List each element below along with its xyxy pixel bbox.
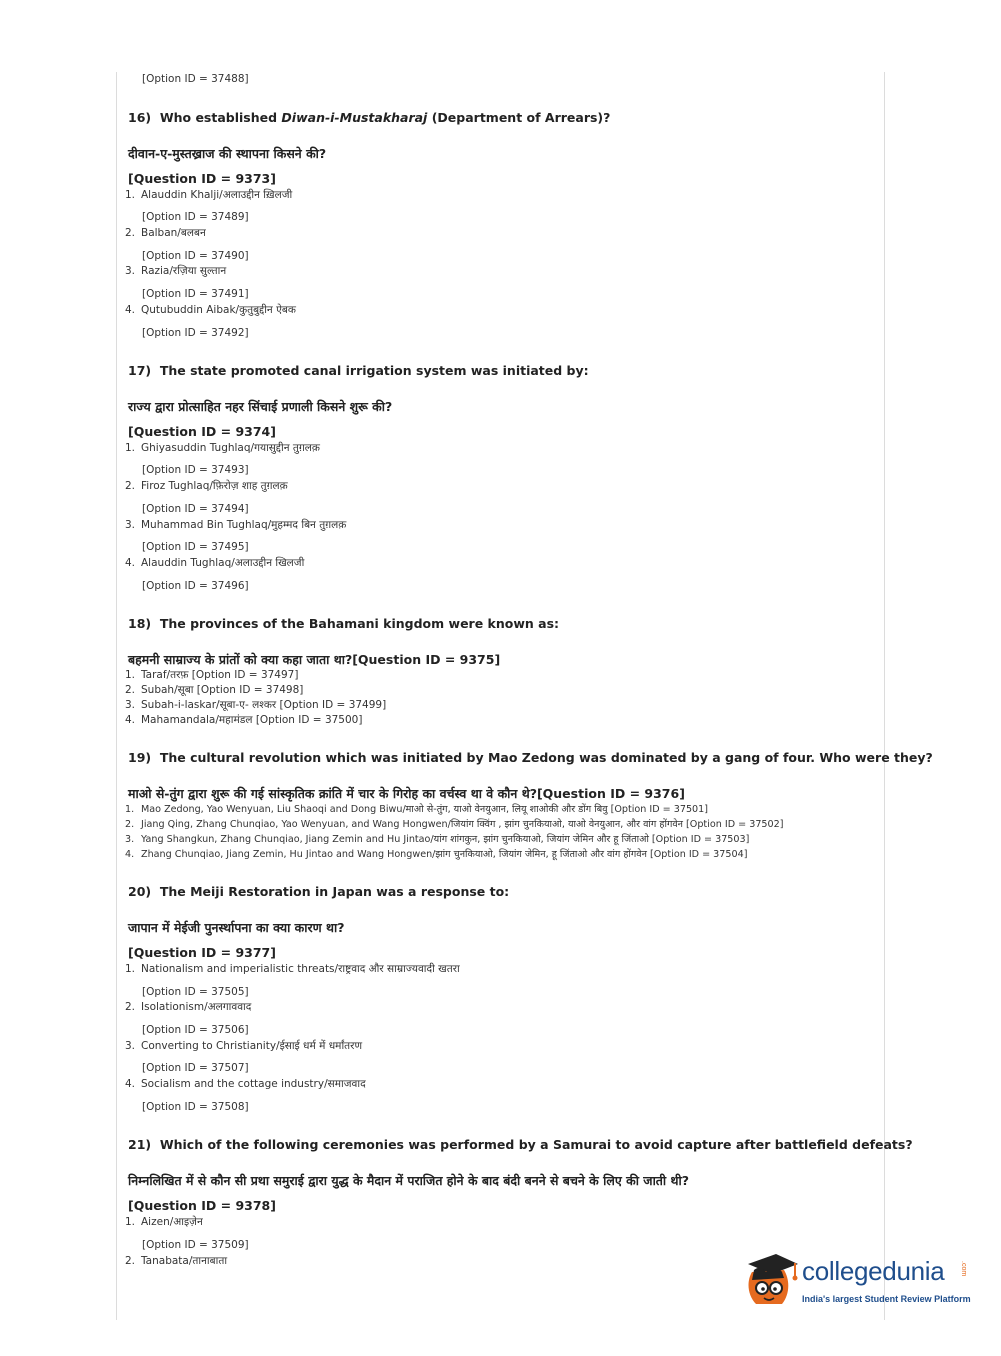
question-20-english: 20) The Meiji Restoration in Japan was a response to: [128,884,510,899]
option-id: [Option ID = 37506] [142,1024,249,1036]
question-17-hindi: राज्य द्वारा प्रोत्साहित नहर सिंचाई प्रणाली किसने शुरू की? [128,399,393,414]
question-20-option-3: 3. Converting to Christianity/ईसाई धर्म में धर्मांतरण [125,1040,363,1052]
option-id: [Option ID = 37507] [142,1062,249,1074]
question-19-english: 19) The cultural revolution which was initiated by Mao Zedong was dominated by a gang of four. Who were they? [128,750,933,765]
question-19-hindi: माओ से-तुंग द्वारा शुरू की गई सांस्कृतिक क्रांति में चार के गिरोह का वर्चस्व था वे कौन थे?[Question ID = 9376] [128,786,685,801]
question-19-option-4: 4. Zhang Chunqiao, Jiang Zemin, Hu Jintao and Wang Hongwen/झांग चुनकियाओ, जियांग जेमिन, हू जिंताओ और वांग होंगवेन [Option ID = 37504] [125,849,748,860]
option-id: [Option ID = 37492] [142,327,249,339]
question-17-id: [Question ID = 9374] [128,424,276,439]
option-id: [Option ID = 37496] [142,580,249,592]
option-id: [Option ID = 37495] [142,541,249,553]
question-18-option-4: 4. Mahamandala/महामंडल [Option ID = 37500] [125,714,363,726]
option-id: [Option ID = 37508] [142,1101,249,1113]
question-21-id: [Question ID = 9378] [128,1198,276,1213]
question-20-option-1: 1. Nationalism and imperialistic threats/राष्ट्रवाद और साम्राज्यवादी खतरा [125,963,460,975]
question-18-option-1: 1. Taraf/तरफ़ [Option ID = 37497] [125,669,299,681]
question-21-hindi: निम्नलिखित में से कौन सी प्रथा समुराई द्वारा युद्ध के मैदान में पराजित होने के बाद बंदी बनने से बचने के लिए की जाती थी? [128,1173,689,1188]
left-margin-rule [116,72,117,1320]
question-16-english: 16) Who established Diwan-i-Mustakharaj (Department of Arrears)? [128,110,611,125]
logo-tagline: India's largest Student Review Platform [802,1294,971,1304]
question-18-hindi: बहमनी साम्राज्य के प्रांतों को क्या कहा जाता था?[Question ID = 9375] [128,652,501,667]
question-20-id: [Question ID = 9377] [128,945,276,960]
question-16-id: [Question ID = 9373] [128,171,276,186]
question-18-option-3: 3. Subah-i-laskar/सूबा-ए- लश्कर [Option ID = 37499] [125,699,387,711]
question-17-option-2: 2. Firoz Tughlaq/फ़िरोज़ शाह तुग़लक़ [125,480,288,492]
question-18-option-2: 2. Subah/सूबा [Option ID = 37498] [125,684,304,696]
question-16-option-1: 1. Alauddin Khalji/अलाउद्दीन ख़िलजी [125,189,293,201]
question-21-english: 21) Which of the following ceremonies was performed by a Samurai to avoid capture after battlefield defeats? [128,1137,913,1152]
option-id: [Option ID = 37491] [142,288,249,300]
option-id: [Option ID = 37490] [142,250,249,262]
question-21-option-1: 1. Aizen/आइज़ेन [125,1216,203,1228]
question-17-option-1: 1. Ghiyasuddin Tughlaq/गयासुद्दीन तुग़लक़ [125,442,320,454]
mascot-icon [742,1248,800,1312]
question-19-option-2: 2. Jiang Qing, Zhang Chunqiao, Yao Wenyuan, and Wang Hongwen/जियांग क्विंग , झांग चुनकियाओ, याओ वेनयुआन, और वांग होंगवेन [Option ID = 37502] [125,819,784,830]
collegedunia-logo [742,1248,972,1312]
question-17-option-3: 3. Muhammad Bin Tughlaq/मुहम्मद बिन तुग़लक़ [125,519,347,531]
option-id: [Option ID = 37509] [142,1239,249,1251]
option-id: [Option ID = 37494] [142,503,249,515]
question-20-option-4: 4. Socialism and the cottage industry/समाजवाद [125,1078,366,1090]
option-id: [Option ID = 37505] [142,986,249,998]
question-21-option-2: 2. Tanabata/तानाबाता [125,1255,228,1267]
option-id: [Option ID = 37488] [142,73,249,85]
logo-dot-com: .com [960,1261,967,1277]
question-16-option-2: 2. Balban/बलबन [125,227,206,239]
question-16-hindi: दीवान-ए-मुस्तख्राज की स्थापना किसने की? [128,146,327,161]
question-18-english: 18) The provinces of the Bahamani kingdom were known as: [128,616,560,631]
right-margin-rule [884,72,885,1320]
question-19-option-3: 3. Yang Shangkun, Zhang Chunqiao, Jiang Zemin and Hu Jintao/यांग शांगकुन, झांग चुनकियाओ, जियांग जेमिन और हू जिंताओ [Option ID = 37503] [125,834,750,845]
question-19-option-1: 1. Mao Zedong, Yao Wenyuan, Liu Shaoqi and Dong Biwu/माओ से-तुंग, याओ वेनयुआन, लियू शाओकी और डोंग बिवु [Option ID = 37501] [125,804,709,815]
option-id: [Option ID = 37489] [142,211,249,223]
option-id: [Option ID = 37493] [142,464,249,476]
question-16-option-4: 4. Qutubuddin Aibak/कुतुबुद्दीन ऐबक [125,304,296,316]
question-17-english: 17) The state promoted canal irrigation system was initiated by: [128,363,589,378]
question-17-option-4: 4. Alauddin Tughlaq/अलाउद्दीन खिलजी [125,557,305,569]
question-16-option-3: 3. Razia/रज़िया सुल्तान [125,265,227,277]
logo-wordmark: collegedunia [802,1256,945,1286]
question-20-hindi: जापान में मेईजी पुनर्स्थापना का क्या कारण था? [128,920,345,935]
question-20-option-2: 2. Isolationism/अलगाववाद [125,1001,252,1013]
